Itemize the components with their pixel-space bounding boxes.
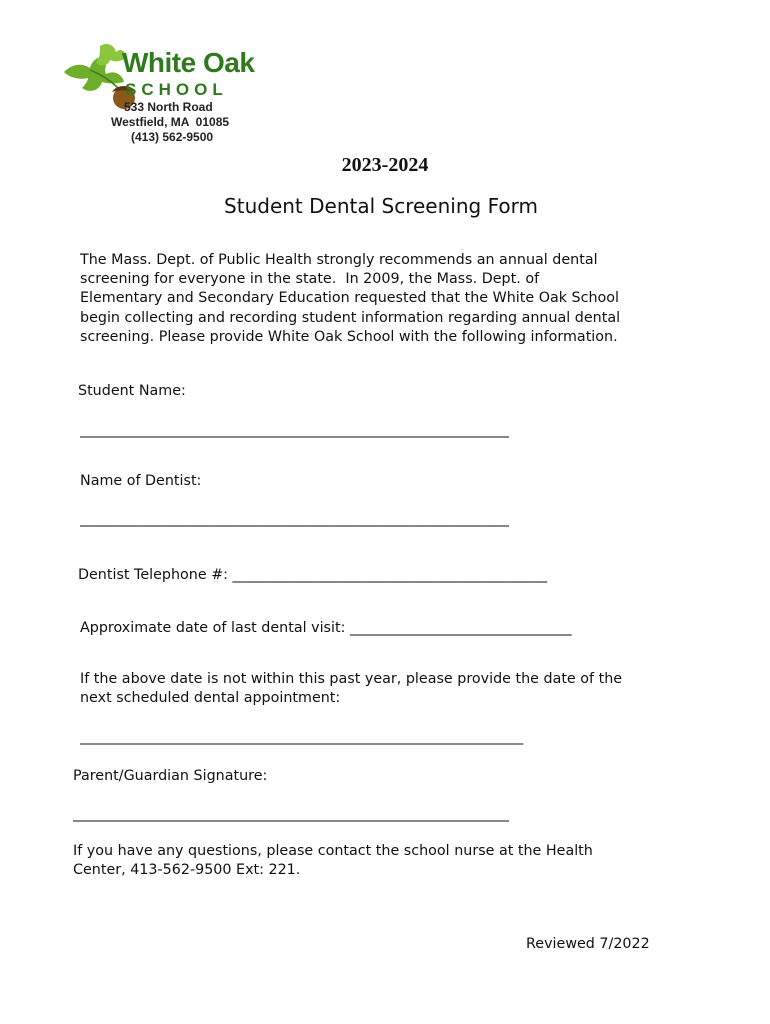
next-appt-field[interactable]: ______________________________________________________________ (80, 729, 524, 745)
address-phone: (413) 562-9500 (131, 130, 214, 144)
reviewed-date: Reviewed 7/2022 (526, 936, 650, 952)
intro-line: begin collecting and recording student information regarding annual dental (80, 310, 621, 326)
brand-subtitle: SCHOOL (125, 80, 228, 99)
next-appt-instruction: If the above date is not within this past year, please provide the date of the (80, 671, 623, 687)
student-name-field[interactable]: ____________________________________________________________ (80, 422, 509, 438)
contact-line: Center, 413-562-9500 Ext: 221. (73, 862, 301, 878)
address-street: 533 North Road (124, 100, 213, 114)
student-name-label: Student Name: (78, 383, 186, 399)
page-title: Student Dental Screening Form (224, 194, 538, 218)
signature-label: Parent/Guardian Signature: (73, 768, 268, 784)
dentist-name-field[interactable]: ____________________________________________________________ (80, 511, 509, 527)
dentist-phone-field[interactable]: Dentist Telephone #: ____________________________________________ (78, 567, 548, 583)
intro-line: The Mass. Dept. of Public Health strongly recommends an annual dental (80, 252, 598, 268)
contact-line: If you have any questions, please contact the school nurse at the Health (73, 843, 593, 859)
school-year: 2023-2024 (341, 154, 429, 176)
last-visit-field[interactable]: Approximate date of last dental visit: _______________________________ (80, 620, 572, 636)
dentist-name-label: Name of Dentist: (80, 473, 202, 489)
intro-line: screening for everyone in the state. In 2009, the Mass. Dept. of (80, 271, 540, 287)
intro-line: screening. Please provide White Oak School with the following information. (80, 329, 618, 345)
next-appt-instruction: next scheduled dental appointment: (80, 690, 341, 706)
signature-field[interactable]: _____________________________________________________________ (73, 806, 510, 822)
intro-line: Elementary and Secondary Education requested that the White Oak School (80, 290, 620, 306)
address-city: Westfield, MA 01085 (111, 115, 230, 129)
brand-name: White Oak (122, 47, 255, 78)
